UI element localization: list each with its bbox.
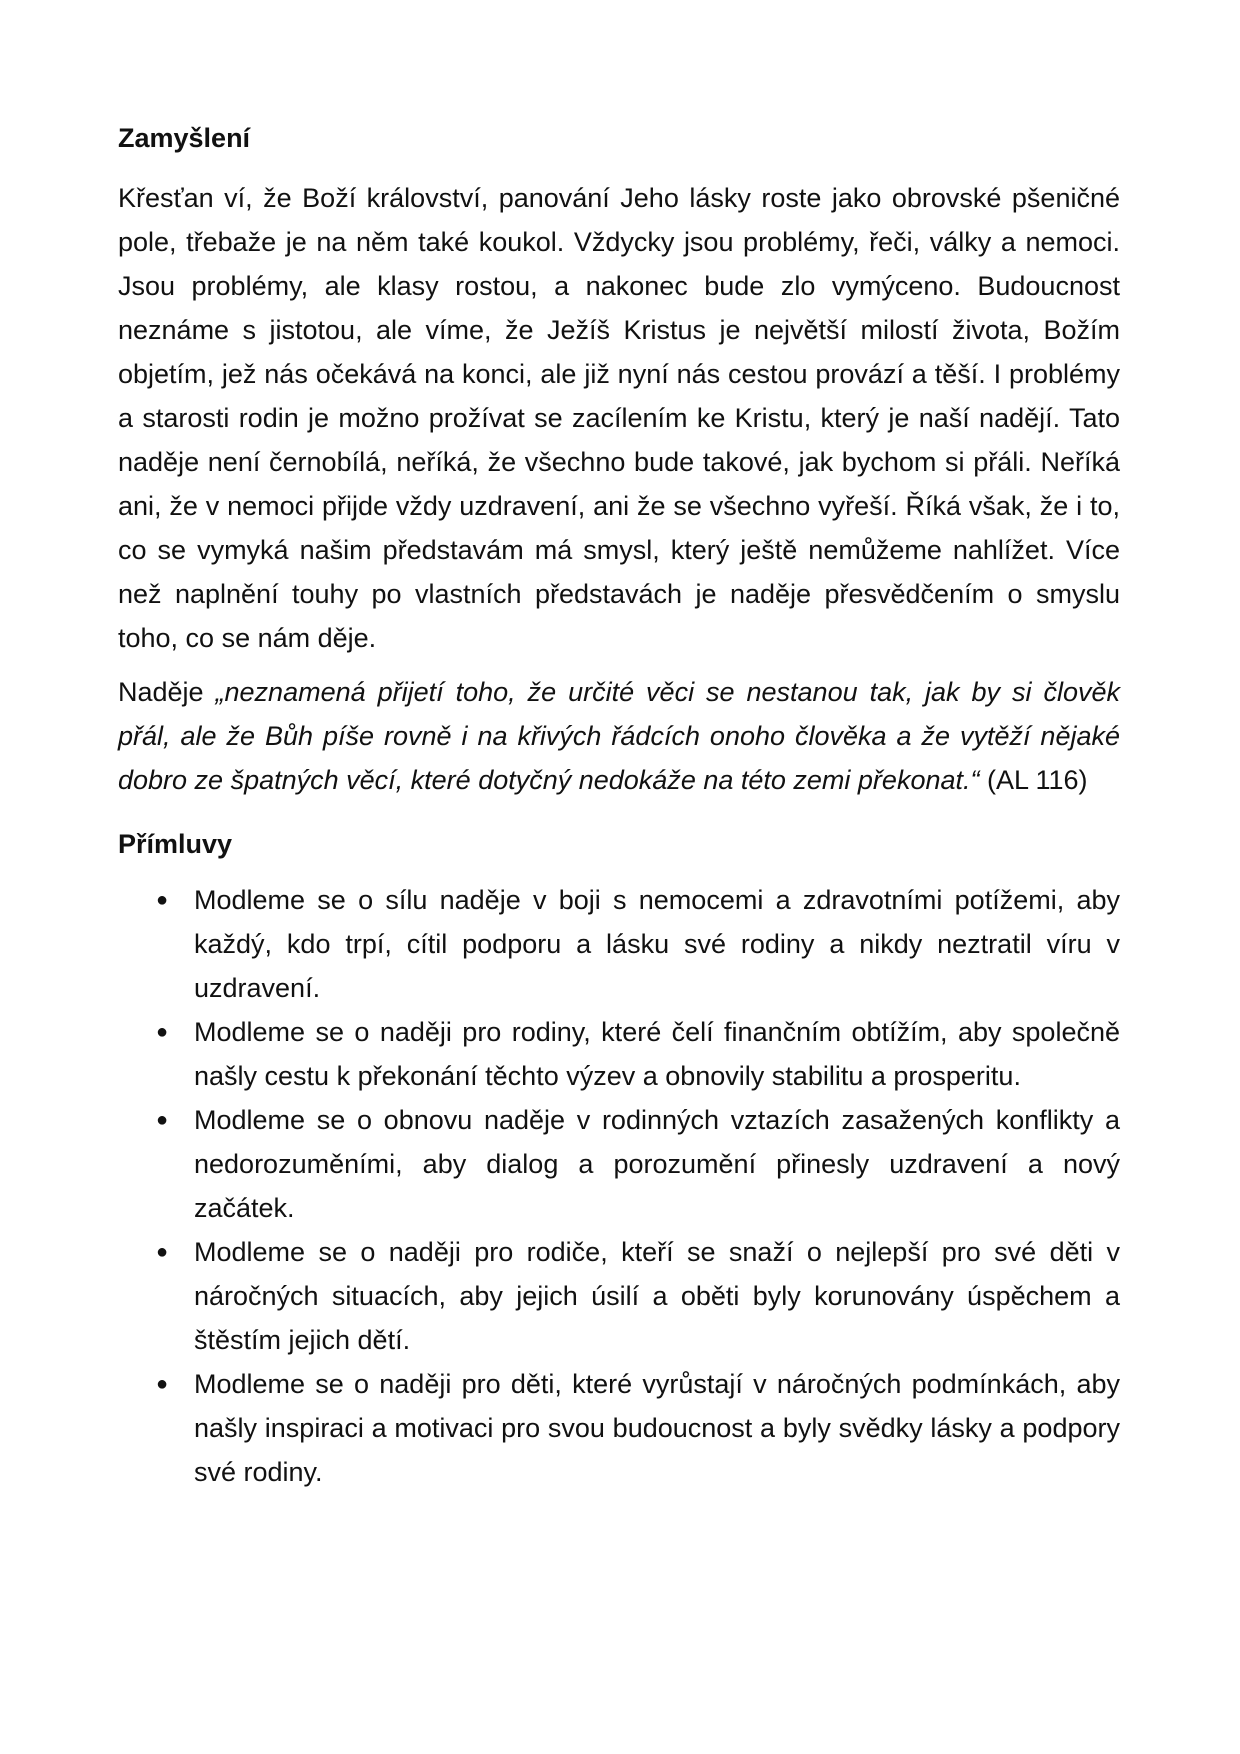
quote-paragraph — [118, 670, 1120, 802]
bullet-icon: ● — [156, 1241, 169, 1263]
list-item-text: Modleme se o sílu naděje v boji s nemocemi a zdravotními potížemi, aby každý, kdo trpí, cítil podporu a lásku své rodiny a nikdy neztratil víru v uzdravení. — [194, 885, 1120, 1003]
list-item — [118, 1362, 1120, 1494]
intercessions-list — [118, 878, 1120, 1494]
list-item-text: Modleme se o naději pro děti, které vyrůstají v náročných podmínkách, aby našly inspiraci a motivaci pro svou budoucnost a byly svědky lásky a podpory své rodiny. — [194, 1369, 1120, 1487]
list-item-text: Modleme se o naději pro rodiny, které čelí finančním obtížím, aby společně našly cestu k překonání těchto výzev a obnovily stabilitu a prosperitu. — [194, 1017, 1120, 1091]
list-item — [118, 878, 1120, 1010]
list-item-text: Modleme se o obnovu naděje v rodinných vztazích zasažených konflikty a nedorozuměními, aby dialog a porozumění přinesly uzdravení a nový začátek. — [194, 1105, 1120, 1223]
quote-reference: (AL 116) — [979, 765, 1088, 795]
list-item-text: Modleme se o naději pro rodiče, kteří se snaží o nejlepší pro své děti v náročných situacích, aby jejich úsilí a oběti byly korunovány úspěchem a štěstím jejich dětí. — [194, 1237, 1120, 1355]
bullet-icon: ● — [156, 1021, 169, 1043]
bullet-icon: ● — [156, 1109, 169, 1131]
bullet-icon: ● — [156, 1373, 169, 1395]
section-heading-reflection: Zamyšlení — [118, 123, 251, 153]
document-page — [118, 118, 1120, 1494]
list-item — [118, 1010, 1120, 1098]
reflection-paragraph: Křesťan ví, že Boží království, panování Jeho lásky roste jako obrovské pšeničné pole, třebaže je na něm také koukol. Vždycky jsou problémy, řeči, války a nemoci. Jsou problémy, ale klasy rostou, a nakonec bude zlo vymýceno. Budoucnost neznáme s jistotou, ale víme, že Ježíš Kristus je největší milostí života, Božím objetím, jež nás očekává na konci, ale již nyní nás cestou provází a těší. I problémy a starosti rodin je možno prožívat se zacílením ke Kristu, který je naší nadějí. Tato naděje není černobílá, neříká, že všechno bude takové, jak bychom si přáli. Neříká ani, že v nemoci přijde vždy uzdravení, ani že se všechno vyřeší. Říká však, že i to, co se vymyká našim představám má smysl, který ještě nemůžeme nahlížet. Více než naplnění touhy po vlastních představách je naděje přesvědčením o smyslu toho, co se nám děje. — [118, 183, 1120, 653]
quote-text: „neznamená přijetí toho, že určité věci se nestanou tak, jak by si člověk přál, ale že Bůh píše rovně i na křivých řádcích onoho člověka a že vytěží nějaké dobro ze špatných věcí, které dotyčný nedokáže na této zemi překonat.“ — [118, 677, 1120, 795]
list-item — [118, 1230, 1120, 1362]
quote-lead: Naděje — [118, 677, 216, 707]
bullet-icon: ● — [156, 889, 169, 911]
list-item — [118, 1098, 1120, 1230]
section-heading-intercessions: Přímluvy — [118, 829, 233, 859]
